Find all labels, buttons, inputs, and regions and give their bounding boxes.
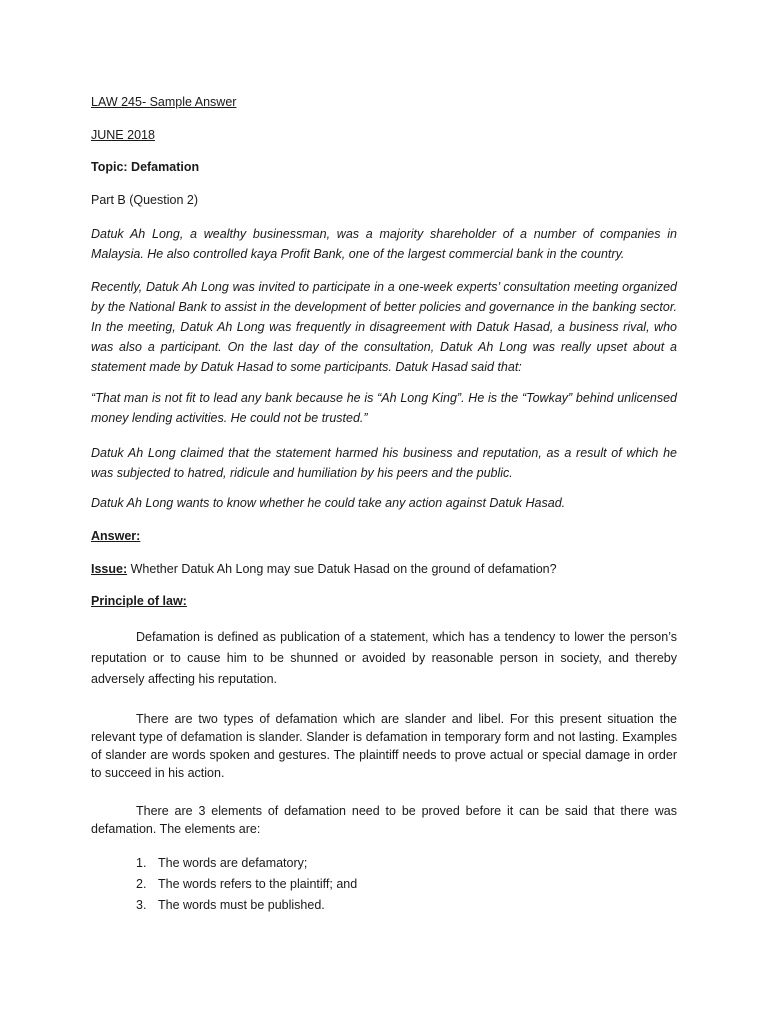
topic-heading: Topic: Defamation: [91, 160, 200, 174]
list-item: 3. The words must be published.: [136, 898, 325, 912]
question-paragraph-2: Recently, Datuk Ah Long was invited to participate in a one-week experts’ consultation meeting organized by the National Bank to assist in the development of better policies and governance in the banking sector. In the meeting, Datuk Ah Long was frequently in disagreement with Datuk Hasad, a business rival, who was also a participant. On the last day of the consultation, Datuk Ah Long was really upset about a statement made by Datuk Hasad to some participants. Datuk Hasad said that:: [91, 280, 677, 374]
exam-date: JUNE 2018: [91, 128, 155, 142]
principle-paragraph-2: There are two types of defamation which are slander and libel. For this present situation the relevant type of defamation is slander. Slander is defamation in temporary form and not lasting. Examples of slander are words spoken and gestures. The plaintiff needs to prove actual or special damage in order to succeed in his action.: [91, 712, 677, 780]
list-item: 1. The words are defamatory;: [136, 856, 308, 870]
issue-label: Issue:: [91, 562, 128, 576]
issue-line: [91, 562, 677, 576]
course-title: LAW 245- Sample Answer: [91, 95, 237, 109]
part-heading: Part B (Question 2): [91, 193, 198, 207]
answer-heading: Answer:: [91, 529, 141, 543]
list-item: 2. The words refers to the plaintiff; and: [136, 877, 358, 891]
principle-paragraph-3: There are 3 elements of defamation need to be proved before it can be said that there was defamation. The elements are:: [91, 804, 677, 836]
principle-heading: Principle of law:: [91, 594, 187, 608]
question-paragraph-1: Datuk Ah Long, a wealthy businessman, was a majority shareholder of a number of companies in Malaysia. He also controlled kaya Profit Bank, one of the largest commercial bank in the country.: [91, 227, 677, 261]
elements-list: [136, 853, 357, 916]
issue-text: Whether Datuk Ah Long may sue Datuk Hasad on the ground of defamation?: [127, 562, 557, 576]
question-paragraph-3: Datuk Ah Long claimed that the statement harmed his business and reputation, as a result of which he was subjected to hatred, ridicule and humiliation by his peers and the public.: [91, 446, 677, 480]
principle-paragraph-1: Defamation is defined as publication of a statement, which has a tendency to lower the person’s reputation or to cause him to be shunned or avoided by reasonable person in society, and thereby adversely affecting his reputation.: [91, 630, 677, 686]
quoted-statement: “That man is not fit to lead any bank because he is “Ah Long King”. He is the “Towkay” behind unlicensed money lending activities. He could not be trusted.”: [91, 391, 677, 425]
question-paragraph-4: Datuk Ah Long wants to know whether he could take any action against Datuk Hasad.: [91, 496, 566, 510]
